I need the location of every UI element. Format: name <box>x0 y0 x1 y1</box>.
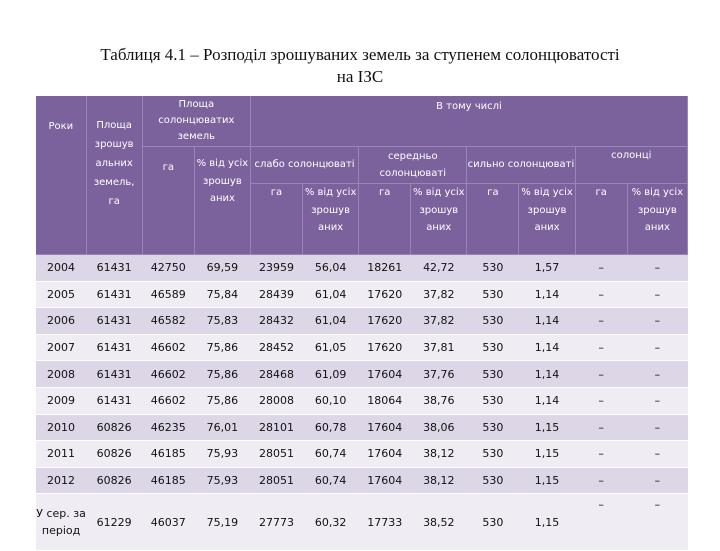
cell: 60826 <box>86 467 142 494</box>
cell: 60826 <box>86 441 142 468</box>
cell: 530 <box>467 281 519 308</box>
cell: 69,59 <box>194 255 250 282</box>
cell: 42750 <box>142 255 194 282</box>
cell: – <box>627 334 687 361</box>
cell: – <box>627 361 687 388</box>
cell: 46602 <box>142 387 194 414</box>
cell: – <box>575 494 627 551</box>
cell: 17733 <box>359 494 411 551</box>
cell: 2011 <box>36 441 86 468</box>
cell: 28008 <box>250 387 302 414</box>
cell: 60826 <box>86 414 142 441</box>
cell: 37,82 <box>411 308 467 335</box>
header-sylno: сильно солонцюваті <box>467 147 575 184</box>
cell: 38,12 <box>411 441 467 468</box>
cell: 61431 <box>86 334 142 361</box>
cell: 37,82 <box>411 281 467 308</box>
header-ploshcha-sol: Площа солонцюватих земель <box>142 96 250 147</box>
header-ploshcha: Площа зрошув альних земель, га <box>86 96 142 255</box>
cell: 27773 <box>250 494 302 551</box>
table-row <box>36 467 688 494</box>
cell: 75,93 <box>194 441 250 468</box>
cell: 56,04 <box>303 255 359 282</box>
table-caption <box>0 44 720 88</box>
cell: 2009 <box>36 387 86 414</box>
cell: 61,09 <box>303 361 359 388</box>
cell: 1,15 <box>519 441 575 468</box>
cell: 530 <box>467 494 519 551</box>
cell: 2008 <box>36 361 86 388</box>
header-ha-sylno: га <box>467 184 519 255</box>
cell: 17620 <box>359 281 411 308</box>
table-row-average <box>36 494 688 551</box>
cell: – <box>575 281 627 308</box>
cell: – <box>627 467 687 494</box>
cell: 530 <box>467 467 519 494</box>
cell: 28051 <box>250 467 302 494</box>
cell: 530 <box>467 334 519 361</box>
table-row <box>36 441 688 468</box>
cell: 530 <box>467 387 519 414</box>
cell: 23959 <box>250 255 302 282</box>
cell: 17604 <box>359 467 411 494</box>
cell: 60,10 <box>303 387 359 414</box>
cell: 18064 <box>359 387 411 414</box>
cell: 46582 <box>142 308 194 335</box>
table-row <box>36 308 688 335</box>
cell: – <box>575 308 627 335</box>
cell: 60,78 <box>303 414 359 441</box>
cell: 28468 <box>250 361 302 388</box>
cell: 38,12 <box>411 467 467 494</box>
cell: – <box>575 387 627 414</box>
caption-line-1: Таблиця 4.1 – Розподіл зрошуваних земель за ступенем солонцюватості <box>100 45 620 64</box>
cell: 1,15 <box>519 467 575 494</box>
cell: 1,15 <box>519 494 575 551</box>
cell: 46602 <box>142 361 194 388</box>
cell: 1,14 <box>519 361 575 388</box>
cell: 1,14 <box>519 308 575 335</box>
cell: 46602 <box>142 334 194 361</box>
table-row <box>36 361 688 388</box>
header-pct-sol: % від усіх зрошув аних <box>194 147 250 255</box>
cell: 2012 <box>36 467 86 494</box>
table-row <box>36 281 688 308</box>
cell: 61431 <box>86 361 142 388</box>
header-pct-slabo: % від усіх зрошув аних <box>303 184 359 255</box>
header-ha-sol: га <box>142 147 194 255</box>
cell: 75,86 <box>194 361 250 388</box>
cell: 37,76 <box>411 361 467 388</box>
cell: 46185 <box>142 441 194 468</box>
cell: – <box>575 255 627 282</box>
cell: – <box>575 467 627 494</box>
cell: 61431 <box>86 281 142 308</box>
header-pct-seredno: % від усіх зрошув аних <box>411 184 467 255</box>
cell: 75,83 <box>194 308 250 335</box>
cell: 75,86 <box>194 387 250 414</box>
cell: 530 <box>467 441 519 468</box>
cell: – <box>627 281 687 308</box>
cell: 530 <box>467 361 519 388</box>
cell: 530 <box>467 308 519 335</box>
cell: – <box>575 441 627 468</box>
header-ha-seredno: га <box>359 184 411 255</box>
cell-period-label: У сер. за період <box>36 494 86 551</box>
cell: – <box>627 308 687 335</box>
cell: 75,93 <box>194 467 250 494</box>
cell: 61,04 <box>303 281 359 308</box>
table-row <box>36 334 688 361</box>
cell: 17604 <box>359 361 411 388</box>
cell: 2010 <box>36 414 86 441</box>
cell: 46037 <box>142 494 194 551</box>
cell: 28432 <box>250 308 302 335</box>
cell: 1,14 <box>519 334 575 361</box>
cell: – <box>627 255 687 282</box>
cell: 42,72 <box>411 255 467 282</box>
cell: 60,32 <box>303 494 359 551</box>
header-pct-solontsi: % від усіх зрошув аних <box>627 184 687 255</box>
cell: 75,86 <box>194 334 250 361</box>
cell: – <box>627 414 687 441</box>
cell: 38,76 <box>411 387 467 414</box>
cell: 2007 <box>36 334 86 361</box>
cell: – <box>575 334 627 361</box>
header-ha-solontsi: га <box>575 184 627 255</box>
cell: 38,52 <box>411 494 467 551</box>
cell: 28051 <box>250 441 302 468</box>
cell: 76,01 <box>194 414 250 441</box>
cell: 61431 <box>86 387 142 414</box>
table-body <box>36 255 688 551</box>
table-row <box>36 387 688 414</box>
cell: 530 <box>467 255 519 282</box>
cell: 28439 <box>250 281 302 308</box>
header-ha-slabo: га <box>250 184 302 255</box>
cell: – <box>627 387 687 414</box>
header-solontsi: солонці <box>575 147 687 184</box>
cell: 17604 <box>359 414 411 441</box>
cell: 75,84 <box>194 281 250 308</box>
cell: 61431 <box>86 255 142 282</box>
cell: – <box>627 441 687 468</box>
cell: 61229 <box>86 494 142 551</box>
cell: 17604 <box>359 441 411 468</box>
cell: 1,57 <box>519 255 575 282</box>
cell: 2006 <box>36 308 86 335</box>
cell: 61,04 <box>303 308 359 335</box>
header-roky: Роки <box>36 96 86 255</box>
caption-line-2: на ІЗС <box>336 67 384 86</box>
cell: 2005 <box>36 281 86 308</box>
cell: 37,81 <box>411 334 467 361</box>
cell: 17620 <box>359 334 411 361</box>
cell: 61,05 <box>303 334 359 361</box>
table-row <box>36 414 688 441</box>
header-slabo: слабо солонцюваті <box>250 147 358 184</box>
header-seredno: середньо солонцюваті <box>359 147 467 184</box>
header-pct-sylno: % від усіх зрошув аних <box>519 184 575 255</box>
cell: – <box>627 494 687 551</box>
cell: 46589 <box>142 281 194 308</box>
cell: 17620 <box>359 308 411 335</box>
cell: 28101 <box>250 414 302 441</box>
cell: 46185 <box>142 467 194 494</box>
data-table <box>36 96 688 551</box>
table-row <box>36 255 688 282</box>
cell: 60,74 <box>303 467 359 494</box>
header-v-tomu-chysli: В тому числі <box>250 96 687 147</box>
cell: 38,06 <box>411 414 467 441</box>
cell: 2004 <box>36 255 86 282</box>
cell: 60,74 <box>303 441 359 468</box>
cell: 61431 <box>86 308 142 335</box>
cell: – <box>575 361 627 388</box>
cell: 75,19 <box>194 494 250 551</box>
cell: 46235 <box>142 414 194 441</box>
cell: – <box>575 414 627 441</box>
cell: 18261 <box>359 255 411 282</box>
cell: 1,15 <box>519 414 575 441</box>
cell: 28452 <box>250 334 302 361</box>
cell: 1,14 <box>519 387 575 414</box>
cell: 530 <box>467 414 519 441</box>
cell: 1,14 <box>519 281 575 308</box>
